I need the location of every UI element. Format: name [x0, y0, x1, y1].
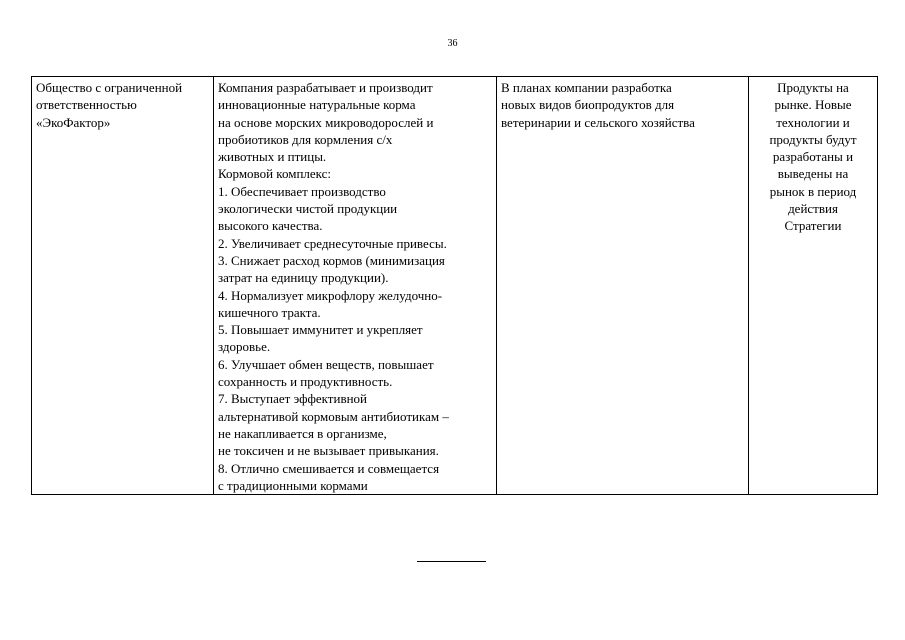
text-line: ветеринарии и сельского хозяйства [501, 114, 695, 130]
text-line: 2. Увеличивает среднесуточные привесы. [218, 235, 447, 251]
text-line: пробиотиков для кормления с/х [218, 131, 393, 147]
text-line: 5. Повышает иммунитет и укрепляет [218, 322, 423, 338]
text-line: Продукты на [777, 80, 849, 95]
text-line: «ЭкоФактор» [36, 114, 111, 130]
text-line: с традиционными кормами [218, 477, 368, 493]
text-line: сохранность и продуктивность. [218, 374, 393, 390]
table-row [32, 77, 878, 495]
text-line: на основе морских микроводорослей и [218, 114, 434, 130]
page-number: 36 [447, 38, 458, 49]
text-line: Компания разрабатывает и производит [218, 80, 433, 95]
text-line: новых видов биопродуктов для [501, 97, 675, 113]
text-line: высокого качества. [218, 218, 323, 234]
text-line: Кормовой комплекс: [218, 166, 332, 182]
text-line: 4. Нормализует микрофлору желудочно- [218, 287, 443, 303]
text-line: В планах компании разработка [501, 80, 672, 95]
text-line: Стратегии [784, 218, 842, 234]
text-line: Общество с ограниченной [36, 80, 183, 95]
text-line: затрат на единицу продукции). [218, 270, 389, 286]
organization-cell [32, 77, 214, 495]
text-line: инновационные натуральные корма [218, 97, 416, 113]
text-line: 3. Снижает расход кормов (минимизация [218, 252, 445, 268]
text-line: альтернативой кормовым антибиотикам – [218, 408, 449, 424]
text-line: 1. Обеспечивает производство [218, 183, 386, 199]
text-line: здоровье. [218, 339, 271, 355]
text-line: 8. Отлично смешивается и совмещается [218, 460, 440, 476]
text-line: не токсичен и не вызывает привыкания. [218, 443, 439, 459]
result-cell [749, 77, 878, 495]
text-line: выведены на [777, 166, 849, 182]
plans-cell [497, 77, 749, 495]
text-line: животных и птицы. [218, 149, 327, 165]
text-line: 7. Выступает эффективной [218, 391, 367, 407]
strategy-table [31, 76, 878, 495]
text-line: действия [788, 201, 838, 217]
text-line: 6. Улучшает обмен веществ, повышает [218, 356, 434, 372]
text-line: технологии и [776, 114, 850, 130]
text-line: экологически чистой продукции [218, 201, 398, 217]
text-line: не накапливается в организме, [218, 425, 387, 441]
footer-divider [417, 561, 486, 562]
text-line: кишечного тракта. [218, 304, 321, 320]
text-line: ответственностью [36, 97, 137, 113]
text-line: рынке. Новые [774, 97, 852, 113]
text-line: разработаны и [772, 149, 854, 165]
text-line: рынок в период [769, 183, 857, 199]
description-cell [214, 77, 497, 495]
text-line: продукты будут [769, 131, 857, 147]
